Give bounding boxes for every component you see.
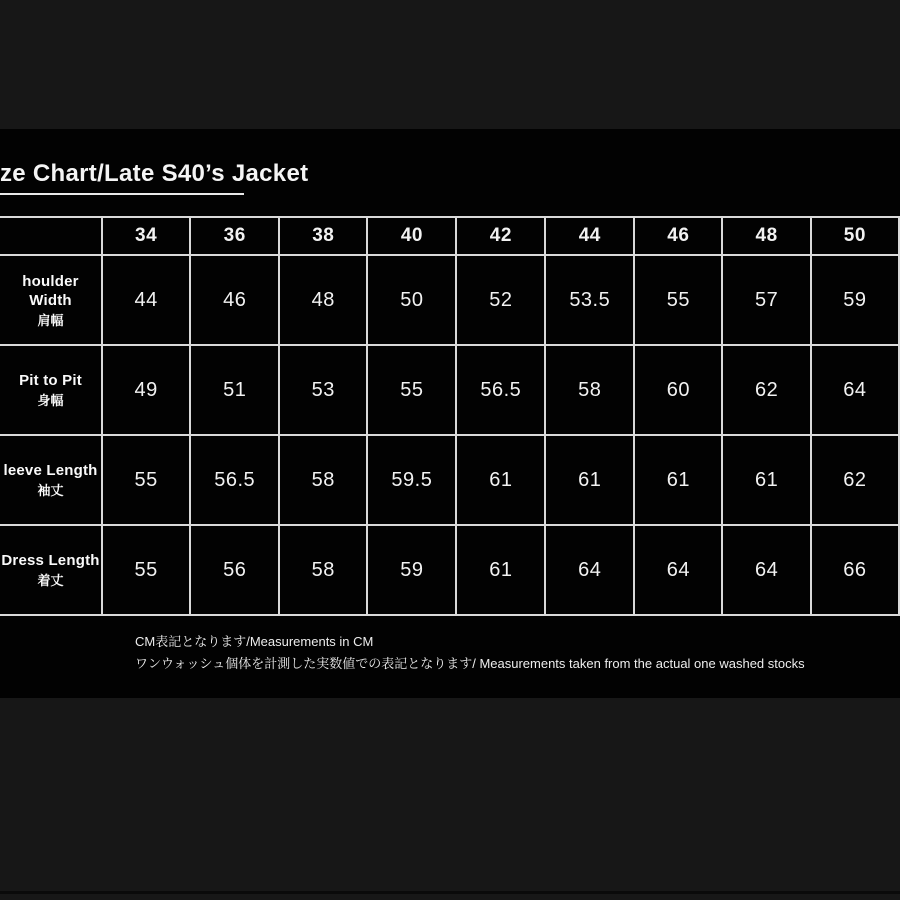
row-label-en: Dress Length [1, 552, 100, 569]
measurement-cell: 58 [545, 345, 634, 435]
size-table [0, 216, 900, 616]
measurement-cell: 66 [811, 525, 899, 615]
page-title: ze Chart/Late S40’s Jacket [0, 160, 309, 187]
measurement-cell: 50 [367, 255, 456, 345]
measurement-cell: 52 [456, 255, 545, 345]
row-label [0, 345, 102, 435]
row-label [0, 525, 102, 615]
measurement-cell: 61 [456, 435, 545, 525]
column-header: 44 [545, 217, 634, 255]
top-letterbox-band [0, 0, 900, 129]
bottom-band-line [0, 891, 900, 894]
table-corner-cell [0, 217, 102, 255]
measurement-cell: 55 [634, 255, 722, 345]
measurement-cell: 53.5 [545, 255, 634, 345]
measurement-cell: 61 [545, 435, 634, 525]
column-header: 36 [190, 217, 279, 255]
bottom-letterbox-band [0, 698, 900, 900]
measurement-cell: 62 [722, 345, 810, 435]
measurement-cell: 57 [722, 255, 810, 345]
measurement-cell: 53 [279, 345, 367, 435]
measurement-cell: 61 [722, 435, 810, 525]
table-row-pit-to-pit [0, 345, 899, 435]
measurement-cell: 46 [190, 255, 279, 345]
title-underline [0, 193, 244, 195]
measurement-cell: 64 [634, 525, 722, 615]
measurement-cell: 64 [811, 345, 899, 435]
column-header: 46 [634, 217, 722, 255]
measurement-cell: 61 [456, 525, 545, 615]
footnotes [135, 635, 805, 671]
measurement-cell: 59 [367, 525, 456, 615]
measurement-cell: 56 [190, 525, 279, 615]
column-header: 38 [279, 217, 367, 255]
measurement-cell: 59.5 [367, 435, 456, 525]
measurement-cell: 44 [102, 255, 190, 345]
column-header: 50 [811, 217, 899, 255]
measurement-cell: 49 [102, 345, 190, 435]
measurement-cell: 51 [190, 345, 279, 435]
measurement-cell: 55 [102, 435, 190, 525]
note-line: CM表記となります/Measurements in CM [135, 634, 374, 649]
column-header: 40 [367, 217, 456, 255]
row-label-ja: 身幅 [37, 393, 64, 408]
row-label-en: leeve Length [3, 462, 98, 479]
measurement-cell: 55 [102, 525, 190, 615]
measurement-cell: 61 [634, 435, 722, 525]
measurement-cell: 48 [279, 255, 367, 345]
column-header: 48 [722, 217, 810, 255]
table-row-sleeve-length [0, 435, 899, 525]
row-label [0, 255, 102, 345]
measurement-cell: 55 [367, 345, 456, 435]
table-header-row [0, 217, 899, 255]
row-label [0, 435, 102, 525]
column-header: 34 [102, 217, 190, 255]
measurement-cell: 56.5 [190, 435, 279, 525]
measurement-cell: 62 [811, 435, 899, 525]
table-row-shoulder-width [0, 255, 899, 345]
measurement-cell: 64 [545, 525, 634, 615]
row-label-en: houlder Width [22, 272, 79, 309]
column-header: 42 [456, 217, 545, 255]
measurement-cell: 58 [279, 525, 367, 615]
row-label-ja: 袖丈 [37, 483, 64, 498]
row-label-ja: 肩幅 [37, 312, 64, 328]
measurement-cell: 58 [279, 435, 367, 525]
table-row-dress-length [0, 525, 899, 615]
measurement-cell: 60 [634, 345, 722, 435]
row-label-ja: 着丈 [37, 573, 64, 588]
measurement-cell: 56.5 [456, 345, 545, 435]
row-label-en: Pit to Pit [19, 372, 82, 389]
note-line: ワンウォッシュ個体を計測した実数値での表記となります/ Measurements taken from the actual one washed stocks [135, 656, 805, 671]
measurement-cell: 59 [811, 255, 899, 345]
measurement-cell: 64 [722, 525, 810, 615]
